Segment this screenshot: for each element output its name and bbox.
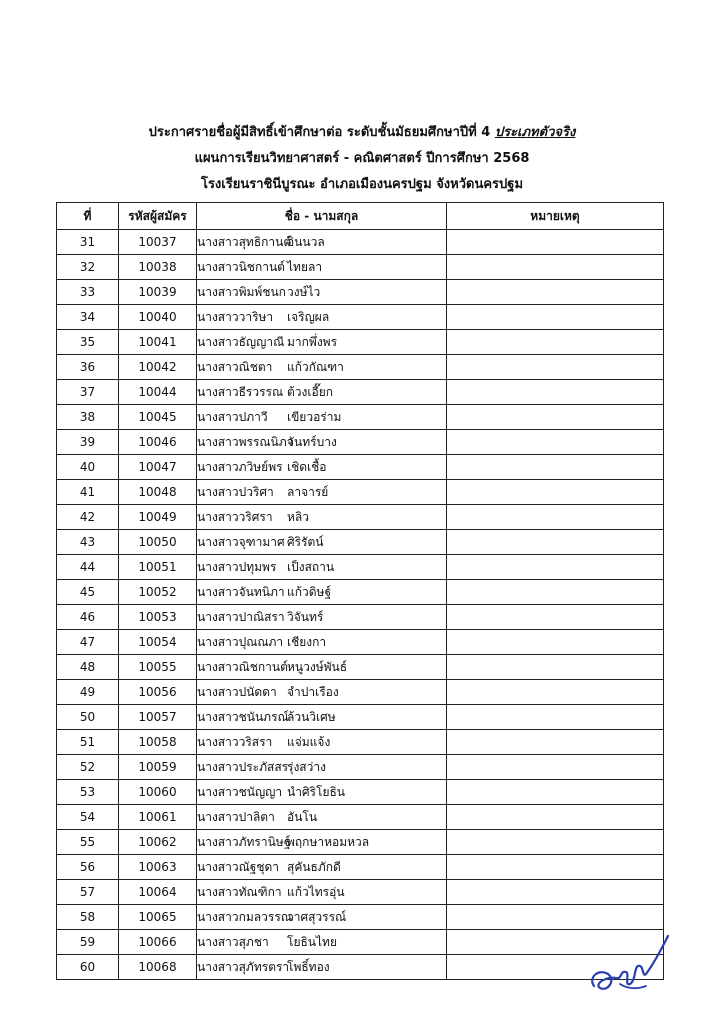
table-row bbox=[57, 930, 664, 955]
table-row bbox=[57, 230, 664, 255]
school-line: โรงเรียนราชินีบูรณะ อำเภอเมืองนครปฐม จังหวัดนครปฐม bbox=[200, 177, 524, 192]
student-name bbox=[197, 730, 447, 755]
student-name bbox=[197, 680, 447, 705]
first-name: นางสาววาริษา bbox=[197, 309, 274, 324]
row-number: 57 bbox=[57, 880, 119, 905]
row-number: 33 bbox=[57, 280, 119, 305]
student-name bbox=[197, 555, 447, 580]
student-name bbox=[197, 305, 447, 330]
applicant-code: 10041 bbox=[119, 330, 197, 355]
first-name: นางสาวธีรวรรณ bbox=[197, 384, 284, 399]
table-row bbox=[57, 855, 664, 880]
remark-cell bbox=[447, 655, 664, 680]
remark-cell bbox=[447, 380, 664, 405]
student-name bbox=[197, 705, 447, 730]
row-number: 32 bbox=[57, 255, 119, 280]
applicant-code: 10060 bbox=[119, 780, 197, 805]
last-name: หนูวงษ์พันธ์ bbox=[287, 659, 348, 674]
row-number: 38 bbox=[57, 405, 119, 430]
applicant-code: 10037 bbox=[119, 230, 197, 255]
header-name: ชื่อ - นามสกุล bbox=[197, 203, 447, 230]
student-name bbox=[197, 830, 447, 855]
last-name: เจริญผล bbox=[287, 309, 330, 324]
first-name: นางสาวปุณณภา bbox=[197, 634, 284, 649]
student-name bbox=[197, 230, 447, 255]
student-name bbox=[197, 905, 447, 930]
row-number: 35 bbox=[57, 330, 119, 355]
student-name bbox=[197, 280, 447, 305]
first-name: นางสาวกมลวรรณ bbox=[197, 909, 292, 924]
last-name: หลิว bbox=[287, 509, 310, 524]
student-name bbox=[197, 405, 447, 430]
first-name: นางสาวสุทธิกานต์ bbox=[197, 234, 292, 249]
last-name: เชิดเชื้อ bbox=[287, 459, 327, 474]
applicant-code: 10055 bbox=[119, 655, 197, 680]
table-row bbox=[57, 255, 664, 280]
remark-cell bbox=[447, 455, 664, 480]
last-name: สุคันธภักดี bbox=[287, 859, 341, 874]
applicant-code: 10045 bbox=[119, 405, 197, 430]
last-name: โยธินไทย bbox=[287, 934, 337, 949]
row-number: 37 bbox=[57, 380, 119, 405]
applicant-code: 10057 bbox=[119, 705, 197, 730]
remark-cell bbox=[447, 255, 664, 280]
remark-cell bbox=[447, 755, 664, 780]
student-name bbox=[197, 355, 447, 380]
announcement-type: ประเภทตัวจริง bbox=[494, 125, 576, 140]
header-code: รหัสผู้สมัคร bbox=[119, 203, 197, 230]
row-number: 50 bbox=[57, 705, 119, 730]
student-name bbox=[197, 630, 447, 655]
applicant-code: 10052 bbox=[119, 580, 197, 605]
first-name: นางสาววริศรา bbox=[197, 509, 273, 524]
applicant-code: 10063 bbox=[119, 855, 197, 880]
applicant-code: 10062 bbox=[119, 830, 197, 855]
student-name bbox=[197, 505, 447, 530]
header-note: หมายเหตุ bbox=[447, 203, 664, 230]
remark-cell bbox=[447, 480, 664, 505]
student-name bbox=[197, 480, 447, 505]
applicant-code: 10048 bbox=[119, 480, 197, 505]
table-row bbox=[57, 780, 664, 805]
first-name: นางสาวนิชกานต์ bbox=[197, 259, 285, 274]
first-name: นางสาวปทุมพร bbox=[197, 559, 277, 574]
remark-cell bbox=[447, 705, 664, 730]
applicant-code: 10044 bbox=[119, 380, 197, 405]
last-name: แจ่มแจ้ง bbox=[287, 734, 331, 749]
table-row bbox=[57, 630, 664, 655]
remark-cell bbox=[447, 905, 664, 930]
applicant-code: 10047 bbox=[119, 455, 197, 480]
table-row bbox=[57, 280, 664, 305]
first-name: นางสาวณัฐชุดา bbox=[197, 859, 280, 874]
announcement-title bbox=[0, 122, 724, 144]
row-number: 58 bbox=[57, 905, 119, 930]
table-row bbox=[57, 830, 664, 855]
first-name: นางสาววริสรา bbox=[197, 734, 273, 749]
remark-cell bbox=[447, 305, 664, 330]
row-number: 55 bbox=[57, 830, 119, 855]
first-name: นางสาวชนันภรณ์ bbox=[197, 709, 289, 724]
applicant-code: 10042 bbox=[119, 355, 197, 380]
row-number: 41 bbox=[57, 480, 119, 505]
remark-cell bbox=[447, 730, 664, 755]
row-number: 45 bbox=[57, 580, 119, 605]
row-number: 31 bbox=[57, 230, 119, 255]
remark-cell bbox=[447, 780, 664, 805]
applicant-code: 10058 bbox=[119, 730, 197, 755]
student-name bbox=[197, 530, 447, 555]
last-name: นำศิริโยธิน bbox=[287, 784, 346, 799]
first-name: นางสาวทัณฑิกา bbox=[197, 884, 282, 899]
student-name bbox=[197, 580, 447, 605]
last-name: ไทยลา bbox=[287, 259, 323, 274]
signature-icon bbox=[586, 928, 672, 1000]
applicant-code: 10049 bbox=[119, 505, 197, 530]
row-number: 48 bbox=[57, 655, 119, 680]
student-name bbox=[197, 755, 447, 780]
last-name: เป็งสถาน bbox=[287, 559, 335, 574]
study-plan-line: แผนการเรียนวิทยาศาสตร์ - คณิตศาสตร์ ปีการศึกษา 2568 bbox=[194, 151, 530, 166]
table-row bbox=[57, 355, 664, 380]
first-name: นางสาวพรรณนิภา bbox=[197, 434, 294, 449]
remark-cell bbox=[447, 605, 664, 630]
first-name: นางสาวจุฑามาศ bbox=[197, 534, 285, 549]
row-number: 43 bbox=[57, 530, 119, 555]
row-number: 60 bbox=[57, 955, 119, 980]
table-row bbox=[57, 680, 664, 705]
first-name: นางสาวสุภชา bbox=[197, 934, 269, 949]
student-name bbox=[197, 780, 447, 805]
table-row bbox=[57, 805, 664, 830]
remark-cell bbox=[447, 580, 664, 605]
student-name bbox=[197, 255, 447, 280]
first-name: นางสาวพิมพ์ชนก bbox=[197, 284, 286, 299]
remark-cell bbox=[447, 355, 664, 380]
student-name bbox=[197, 805, 447, 830]
row-number: 53 bbox=[57, 780, 119, 805]
last-name: อินนวล bbox=[287, 234, 325, 249]
applicant-code: 10050 bbox=[119, 530, 197, 555]
row-number: 36 bbox=[57, 355, 119, 380]
remark-cell bbox=[447, 880, 664, 905]
table-row bbox=[57, 405, 664, 430]
student-roster-table bbox=[56, 202, 664, 980]
first-name: นางสาวณิชกานต์ bbox=[197, 659, 288, 674]
table-header-row bbox=[57, 203, 664, 230]
row-number: 59 bbox=[57, 930, 119, 955]
row-number: 49 bbox=[57, 680, 119, 705]
row-number: 39 bbox=[57, 430, 119, 455]
row-number: 51 bbox=[57, 730, 119, 755]
table-row bbox=[57, 580, 664, 605]
last-name: แก้วกัณฑา bbox=[287, 359, 344, 374]
table-row bbox=[57, 555, 664, 580]
remark-cell bbox=[447, 530, 664, 555]
applicant-code: 10065 bbox=[119, 905, 197, 930]
table-row bbox=[57, 955, 664, 980]
table-row bbox=[57, 705, 664, 730]
student-name bbox=[197, 380, 447, 405]
last-name: เชียงกา bbox=[287, 634, 327, 649]
remark-cell bbox=[447, 330, 664, 355]
student-name bbox=[197, 655, 447, 680]
applicant-code: 10066 bbox=[119, 930, 197, 955]
table-row bbox=[57, 430, 664, 455]
table-row bbox=[57, 905, 664, 930]
remark-cell bbox=[447, 230, 664, 255]
remark-cell bbox=[447, 505, 664, 530]
first-name: นางสาวภวิษย์พร bbox=[197, 459, 283, 474]
table-row bbox=[57, 480, 664, 505]
applicant-code: 10056 bbox=[119, 680, 197, 705]
applicant-code: 10053 bbox=[119, 605, 197, 630]
applicant-code: 10061 bbox=[119, 805, 197, 830]
first-name: นางสาวสุภัทรตรา bbox=[197, 959, 290, 974]
first-name: นางสาวปภาวี bbox=[197, 409, 268, 424]
row-number: 54 bbox=[57, 805, 119, 830]
last-name: ศิริรัตน์ bbox=[287, 534, 324, 549]
row-number: 40 bbox=[57, 455, 119, 480]
last-name: ลาจารย์ bbox=[287, 484, 329, 499]
student-name bbox=[197, 455, 447, 480]
last-name: วาศสุวรรณ์ bbox=[287, 909, 347, 924]
last-name: มากพึ่งพร bbox=[287, 334, 338, 349]
remark-cell bbox=[447, 555, 664, 580]
applicant-code: 10040 bbox=[119, 305, 197, 330]
applicant-code: 10068 bbox=[119, 955, 197, 980]
last-name: โพธิ์ทอง bbox=[287, 959, 330, 974]
first-name: นางสาวธัญญาณี bbox=[197, 334, 285, 349]
last-name: วิจันทร์ bbox=[287, 609, 324, 624]
last-name: แก้วไทรอุ่น bbox=[287, 884, 345, 899]
last-name: ต้วงเอี๊ยก bbox=[287, 384, 333, 399]
table-row bbox=[57, 655, 664, 680]
last-name: จำปาเรือง bbox=[287, 684, 339, 699]
first-name: นางสาวปนัดดา bbox=[197, 684, 277, 699]
table-row bbox=[57, 530, 664, 555]
last-name: วงษ์ไว bbox=[287, 284, 321, 299]
table-row bbox=[57, 380, 664, 405]
row-number: 52 bbox=[57, 755, 119, 780]
last-name: อันโน bbox=[287, 809, 318, 824]
first-name: นางสาวจันทนิภา bbox=[197, 584, 285, 599]
student-name bbox=[197, 955, 447, 980]
first-name: นางสาวภัทรานิษฐ์ bbox=[197, 834, 291, 849]
last-name: แก้วดิษฐ์ bbox=[287, 584, 332, 599]
last-name: ล้วนวิเศษ bbox=[287, 709, 336, 724]
remark-cell bbox=[447, 830, 664, 855]
remark-cell bbox=[447, 680, 664, 705]
row-number: 46 bbox=[57, 605, 119, 630]
applicant-code: 10059 bbox=[119, 755, 197, 780]
remark-cell bbox=[447, 855, 664, 880]
remark-cell bbox=[447, 430, 664, 455]
student-name bbox=[197, 930, 447, 955]
first-name: นางสาวประภัสสร bbox=[197, 759, 289, 774]
remark-cell bbox=[447, 630, 664, 655]
last-name: พฤกษาหอมหวล bbox=[287, 834, 370, 849]
row-number: 44 bbox=[57, 555, 119, 580]
remark-cell bbox=[447, 280, 664, 305]
applicant-code: 10051 bbox=[119, 555, 197, 580]
row-number: 47 bbox=[57, 630, 119, 655]
last-name: จันทร์บาง bbox=[287, 434, 337, 449]
table-row bbox=[57, 880, 664, 905]
row-number: 56 bbox=[57, 855, 119, 880]
student-name bbox=[197, 330, 447, 355]
remark-cell bbox=[447, 405, 664, 430]
first-name: นางสาวปาลิตา bbox=[197, 809, 275, 824]
applicant-code: 10038 bbox=[119, 255, 197, 280]
row-number: 42 bbox=[57, 505, 119, 530]
table-body bbox=[57, 230, 664, 980]
first-name: นางสาวปาณิสรา bbox=[197, 609, 285, 624]
table-row bbox=[57, 730, 664, 755]
student-name bbox=[197, 855, 447, 880]
first-name: นางสาวปวริศา bbox=[197, 484, 274, 499]
applicant-code: 10039 bbox=[119, 280, 197, 305]
table-row bbox=[57, 505, 664, 530]
table-row bbox=[57, 455, 664, 480]
remark-cell bbox=[447, 805, 664, 830]
last-name: เขียวอร่าม bbox=[287, 409, 342, 424]
applicant-code: 10064 bbox=[119, 880, 197, 905]
applicant-code: 10046 bbox=[119, 430, 197, 455]
table-row bbox=[57, 305, 664, 330]
row-number: 34 bbox=[57, 305, 119, 330]
table-row bbox=[57, 755, 664, 780]
first-name: นางสาวชนัญญา bbox=[197, 784, 283, 799]
first-name: นางสาวณิชตา bbox=[197, 359, 273, 374]
last-name: รุ่งสว่าง bbox=[287, 759, 326, 774]
table-row bbox=[57, 605, 664, 630]
student-name bbox=[197, 430, 447, 455]
header-no: ที่ bbox=[57, 203, 119, 230]
table-row bbox=[57, 330, 664, 355]
announcement-title-text: ประกาศรายชื่อผู้มีสิทธิ์เข้าศึกษาต่อ ระดับชั้นมัธยมศึกษาปีที่ 4 bbox=[148, 125, 495, 140]
applicant-code: 10054 bbox=[119, 630, 197, 655]
student-name bbox=[197, 880, 447, 905]
student-name bbox=[197, 605, 447, 630]
